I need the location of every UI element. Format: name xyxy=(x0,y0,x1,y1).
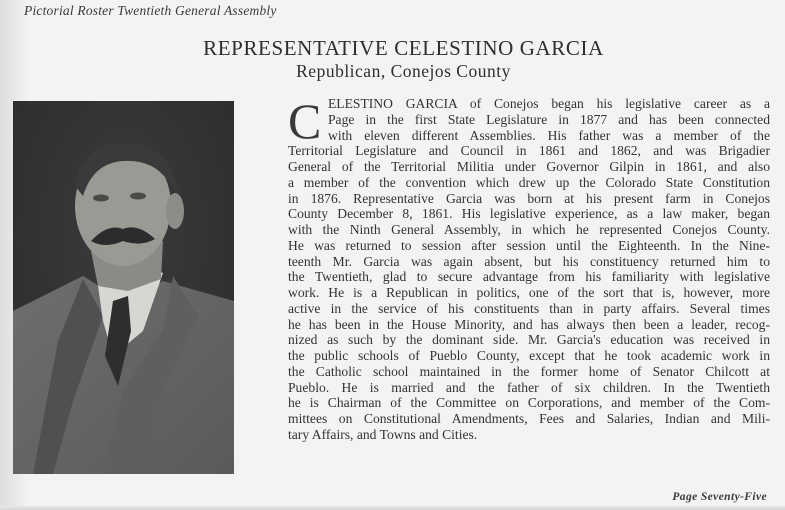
page-number: Page Seventy-Five xyxy=(672,491,767,503)
biography-text xyxy=(288,93,770,443)
text-line: he has been in the House Minority, and has always then been a leader, recog- xyxy=(288,316,770,332)
text-line: the public schools of Pueblo County, except that he took academic work in xyxy=(288,348,770,363)
text-line: in 1876. Representative Garcia was born at his present farm in Conejos xyxy=(288,190,770,206)
text-line: work. He is a Republican in politics, one of the sort that is, however, more xyxy=(288,285,770,300)
text-line: mittees on Constitutional Amendments, Fees and Salaries, Indian and Mili- xyxy=(288,411,770,426)
text-line: Territorial Legislature and Council in 1861 and 1862, and was Brigadier xyxy=(288,143,770,159)
text-line: He was returned to session after session until the Eighteenth. In the Nine- xyxy=(288,237,770,253)
text-line: the Catholic school maintained in the former home of Senator Chilcott at xyxy=(288,363,770,379)
text-line: Pueblo. He is married and the father of six children. In the Twentieth xyxy=(288,379,770,395)
portrait-image xyxy=(13,101,234,474)
running-head: Pictorial Roster Twentieth General Assembly xyxy=(24,3,277,18)
text-line: with eleven different Assemblies. His father was a member of the xyxy=(328,127,770,143)
portrait-photo xyxy=(13,101,234,474)
text-line: ELESTINO GARCIA of Conejos began his legislative career as a xyxy=(328,96,770,111)
text-line: with the Ninth General Assembly, in which he represented Conejos County. xyxy=(288,222,770,237)
text-line: tary Affairs, and Towns and Cities. xyxy=(288,426,478,442)
drop-cap: C xyxy=(288,93,322,149)
text-line: the Twentieth, glad to secure advantage from his familiarity with legislative xyxy=(288,269,770,285)
page-subtitle: Republican, Conejos County xyxy=(296,61,511,81)
text-line: Page in the first State Legislature in 1877 and has been connected xyxy=(328,111,770,127)
text-line: General of the Territorial Militia under Governor Gilpin in 1861, and also xyxy=(288,159,770,174)
text-line: teenth Mr. Garcia was again absent, but his constituency returned him to xyxy=(288,253,770,269)
text-line: a member of the convention which drew up the Colorado State Constitution xyxy=(288,174,770,190)
page-title: REPRESENTATIVE CELESTINO GARCIA xyxy=(203,36,604,60)
text-line: County December 8, 1861. His legislative experience, as a law maker, began xyxy=(288,206,770,222)
page-bottom-edge xyxy=(0,506,785,510)
text-line: he is Chairman of the Committee on Corporations, and member of the Com- xyxy=(288,395,770,411)
text-line: nized as such by the dominant side. Mr. Garcia's education was received in xyxy=(288,332,770,348)
text-line: active in the service of his constituents than in party affairs. Several times xyxy=(288,300,770,316)
